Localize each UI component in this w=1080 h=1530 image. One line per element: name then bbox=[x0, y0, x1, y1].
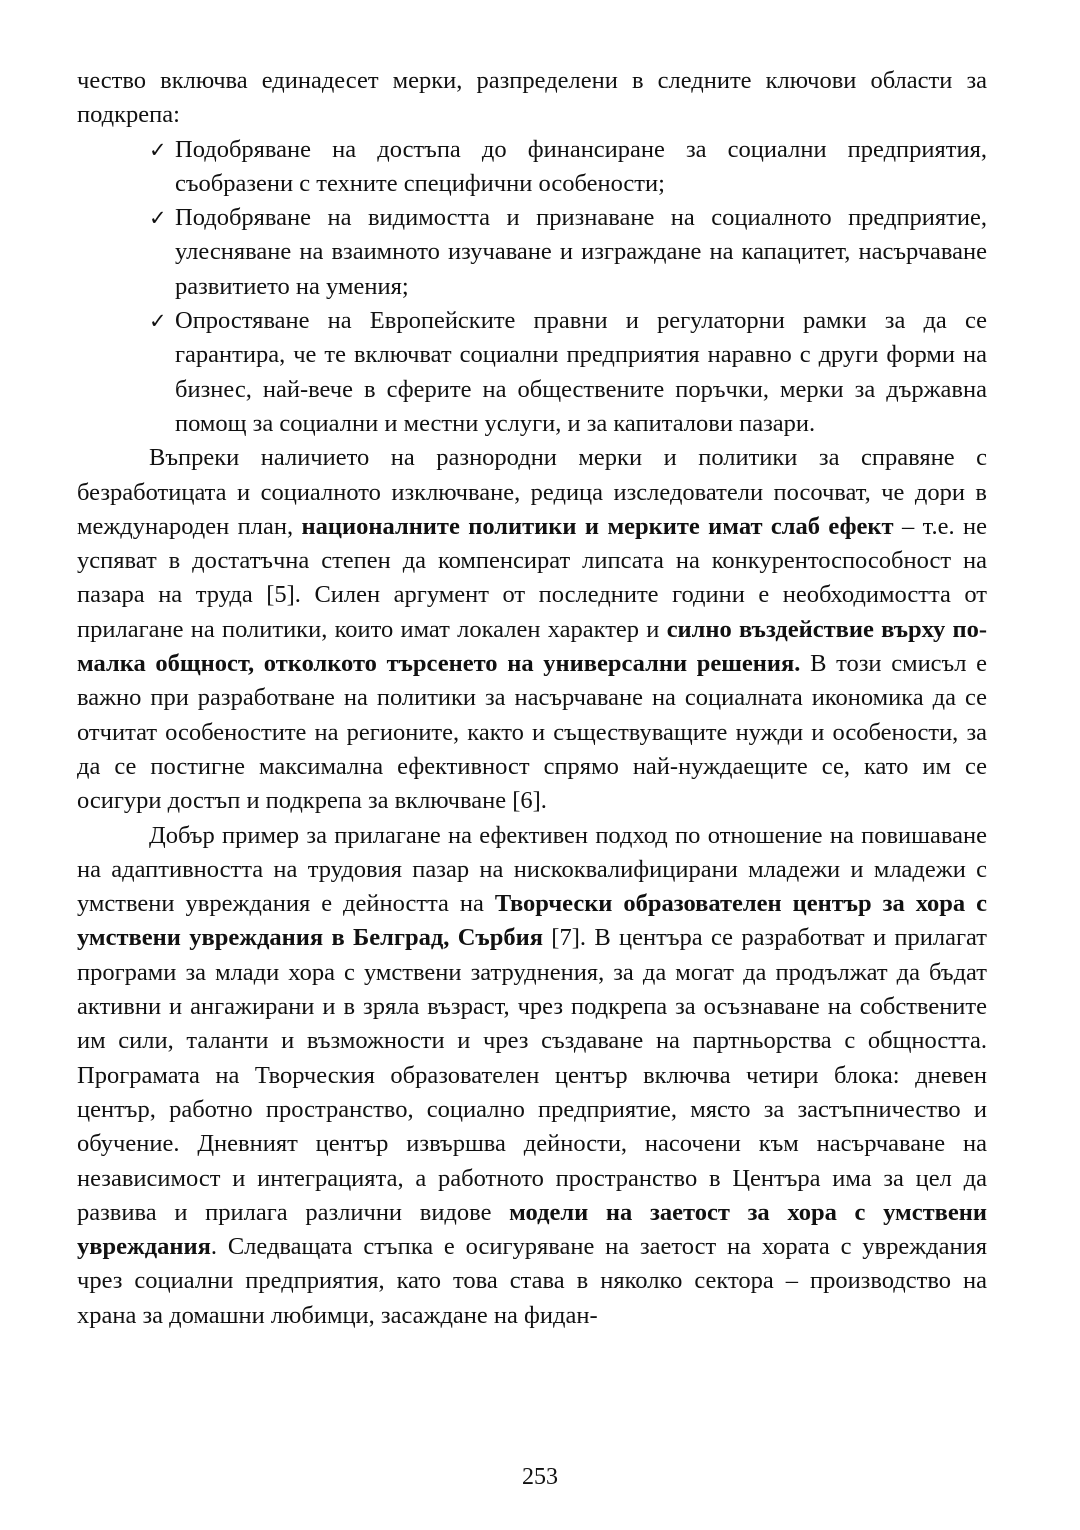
intro-paragraph: чество включва единадесет мерки, разпределени в следните ключови области за подкрепа: bbox=[77, 67, 987, 129]
policy-effect-paragraph bbox=[77, 441, 987, 818]
paragraph-text: – т.е. не успяват в достатъчна степен да компенсират липсата на конкурентоспособност на пазара на труда [5]. Силен аргумент от последните години е необходимостта от прилагане на политики, които имат локален характер и bbox=[77, 512, 988, 643]
document-page bbox=[77, 64, 987, 1333]
paragraph-text: Въпреки наличието на разнородни мерки и политики за справяне с безработицата и социалното изключване, редица изследователи посочват, че дори в международен план, bbox=[77, 444, 987, 540]
emphasis-text: националните политики и мерките имат слаб ефект bbox=[301, 512, 894, 540]
emphasis-text: Творчески образователен център за хора с умствени увреждания в Белград, Сърбия bbox=[77, 890, 987, 952]
emphasis-text: модели на заетост за хора с умствени увреждания bbox=[77, 1198, 987, 1261]
paragraph-text: Добър пример за прилагане на ефективен подход по отношение на повишаване на адаптивността на трудовия пазар на нискоквалифицирани младежи и младежи с умствени увреждания е дейността на bbox=[77, 821, 987, 918]
emphasis-text: силно въздействие върху по-малка общност, отколкото търсенето на универсални решения. bbox=[77, 615, 988, 678]
list-item-text: Подобряване на достъпа до финансиране за социални предприятия, съобразени с техните специфични особености; bbox=[175, 135, 987, 197]
list-item-text: Подобряване на видимостта и признаване на социалното предприятие, улесняване на взаимното изучаване и изграждане на капацитет, насърчаване развитието на умения; bbox=[175, 204, 987, 300]
check-icon: ✓ bbox=[149, 309, 167, 334]
support-areas-list bbox=[77, 133, 987, 442]
paragraph-text: В този смисъл е важно при разработване на политики за насърчаване на социалната икономика да се отчитат особеностите на регионите, както и съществуващите нужди и особености, за да се постигне максимална ефективност спрямо най-нуждаещите се, като им се осигури достъп и подкрепа за включване [6]. bbox=[77, 650, 988, 815]
paragraph-text: . Следващата стъпка е осигуряване на заетост на хората с увреждания чрез социални предприятия, като това става в няколко сектора – производство на храна за домашни любимци, засаждане на фидан- bbox=[77, 1233, 987, 1329]
list-item bbox=[149, 133, 987, 202]
paragraph-text: [7]. В центъра се разработват и прилагат програми за млади хора с умствени затруднения, за да могат да продължат да бъдат активни и ангажирани и в зряла възраст, чрез подкрепа за осъзнаване на собствените им сили, таланти и възможности и чрез създаване на партньорства с общността. Програмата на Творческия образователен център включва четири блока: дневен център, работно пространство, социално предприятие, място за застъпничество и обучение. Дневният център извършва дейности, насочени към насърчаване на независимост и интеграцията, а работното пространство в Центъра има за цел да развива и прилага различни видове bbox=[77, 924, 988, 1226]
check-icon: ✓ bbox=[149, 137, 167, 162]
list-item-text: Опростяване на Европейските правни и регулаторни рамки за да се гарантира, че те включват социални предприятия наравно с други форми на бизнес, най-вече в сферите на обществените поръчки, мерки за държавна помощ за социални и местни услуги, и за капиталови пазари. bbox=[175, 307, 987, 437]
belgrade-example-paragraph bbox=[77, 819, 987, 1333]
list-item bbox=[149, 201, 987, 304]
list-item bbox=[149, 304, 987, 441]
check-icon: ✓ bbox=[149, 206, 167, 231]
page-number: 253 bbox=[522, 1464, 558, 1490]
